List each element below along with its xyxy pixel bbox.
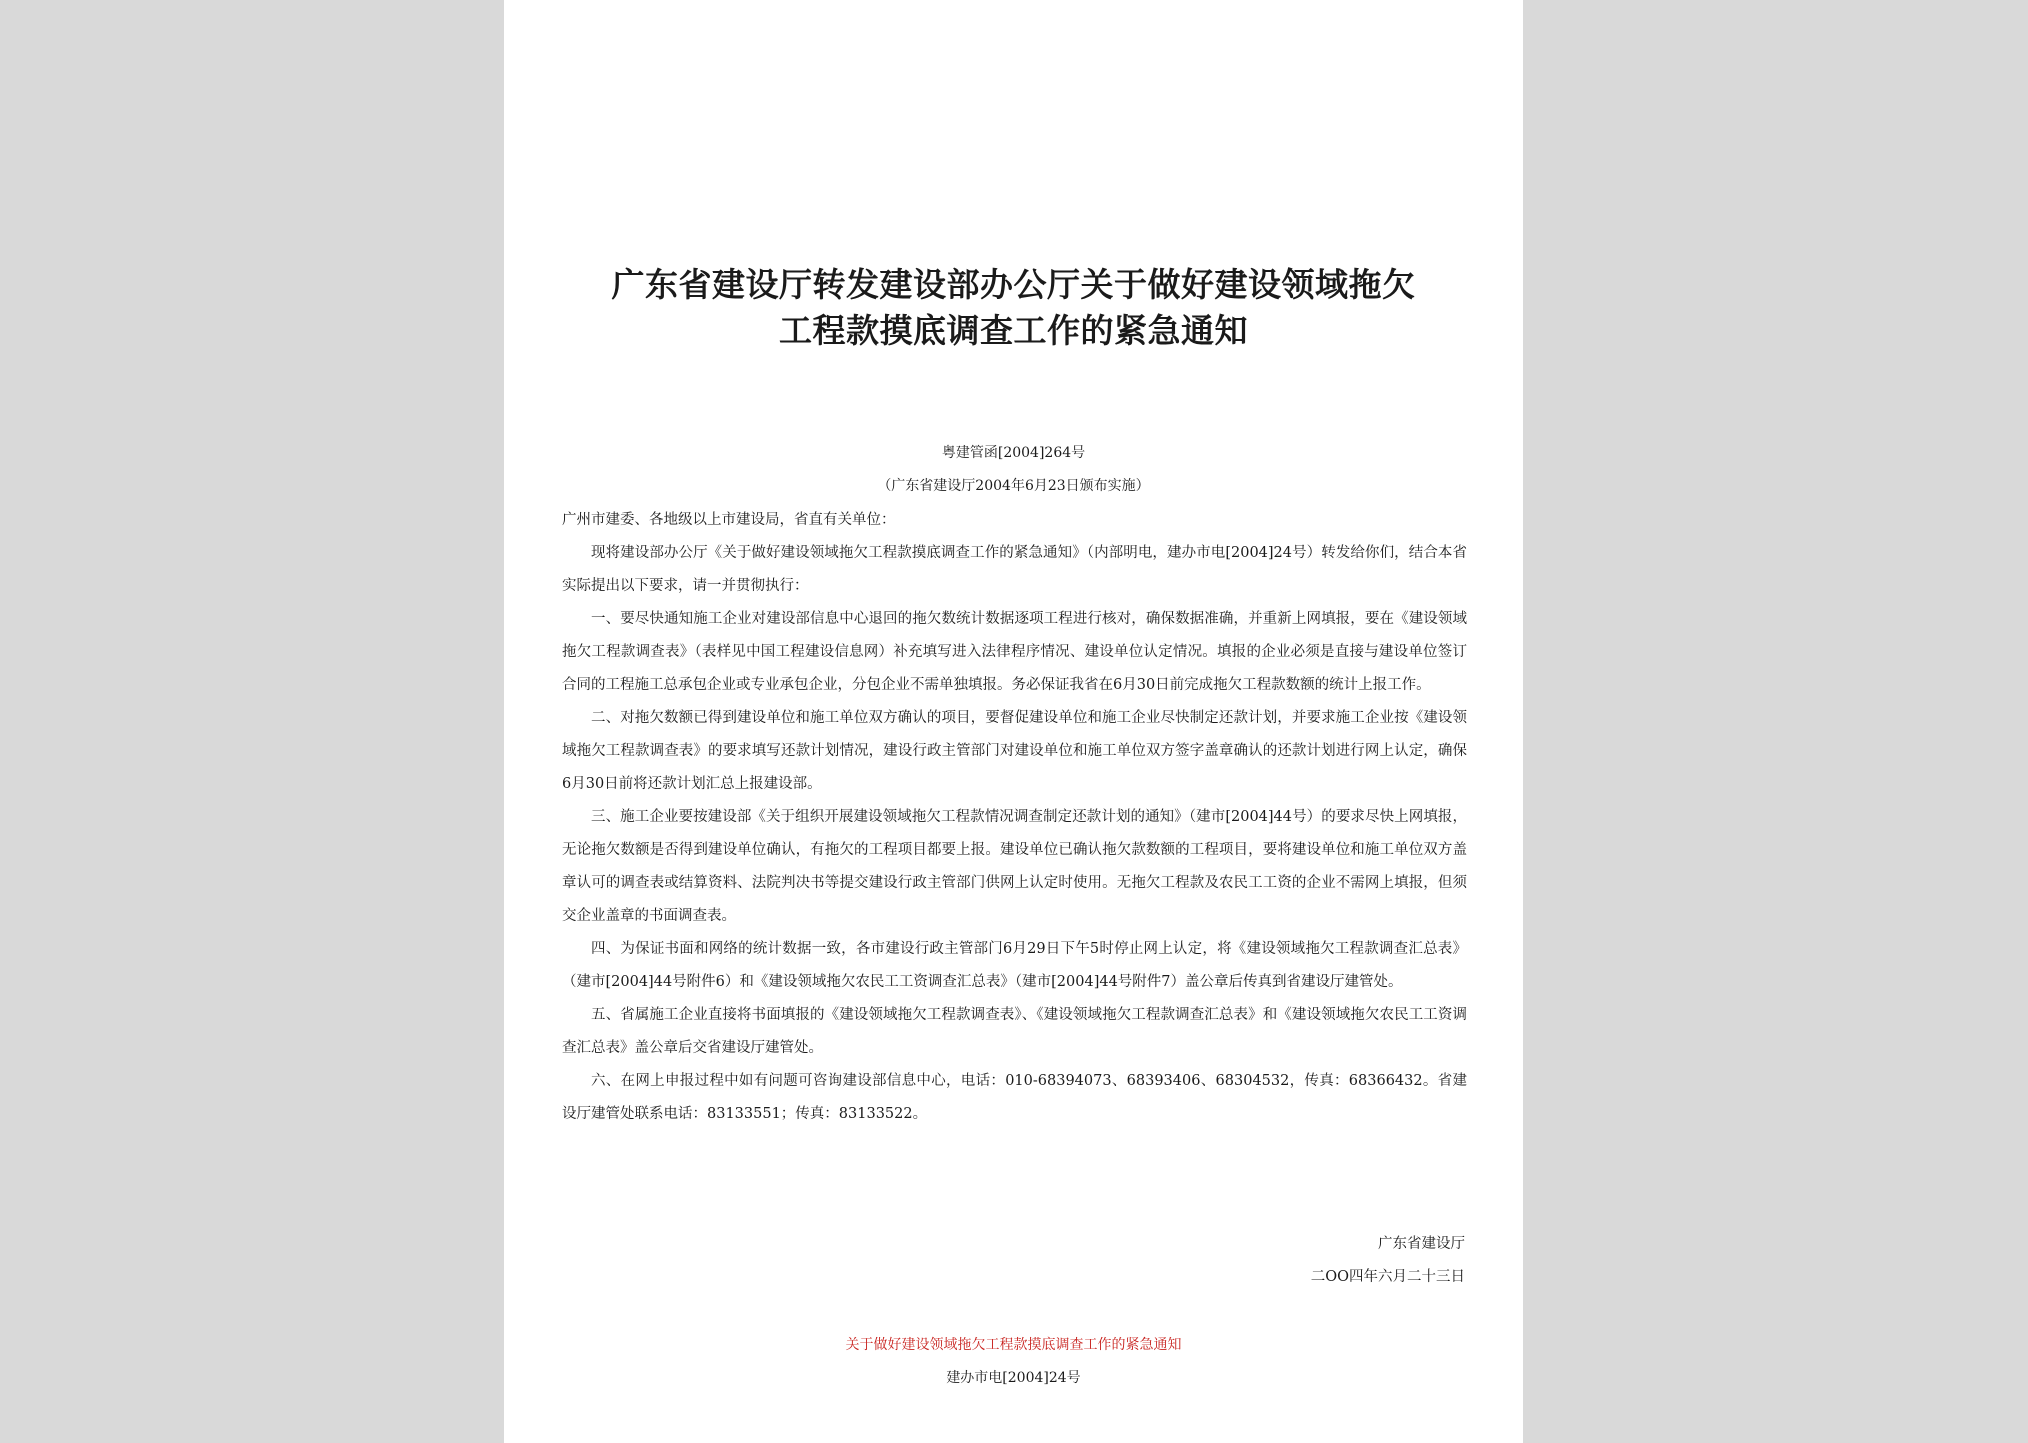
- item-paragraph-1: 一、要尽快通知施工企业对建设部信息中心退回的拖欠数统计数据逐项工程进行核对，确保数据准确，并重新上网填报，要在《建设领域拖欠工程款调查表》（表样见中国工程建设信息网）补充填写进入法律程序情况、建设单位认定情况。填报的企业必须是直接与建设单位签订合同的工程施工总承包企业或专业承包企业，分包企业不需单独填报。务必保证我省在6月30日前完成拖欠工程款数额的统计上报工作。: [562, 611, 1467, 693]
- document-title: [544, 262, 1483, 354]
- issued-note: （广东省建设厅2004年6月23日颁布实施）: [877, 478, 1150, 494]
- document-body: [562, 504, 1467, 1131]
- document-number: 粤建管函[2004]264号: [941, 445, 1086, 461]
- item-paragraph-6: 六、在网上申报过程中如有问题可咨询建设部信息中心，电话：010-68394073、68393406、68304532，传真：68366432。省建设厅建管处联系电话：83133551；传真：83133522。: [562, 1073, 1467, 1122]
- signature-date: 二OO四年六月二十三日: [1310, 1269, 1465, 1285]
- footer-related-title: 关于做好建设领域拖欠工程款摸底调查工作的紧急通知: [845, 1337, 1182, 1353]
- item-paragraph-2: 二、对拖欠数额已得到建设单位和施工单位双方确认的项目，要督促建设单位和施工企业尽快制定还款计划，并要求施工企业按《建设领域拖欠工程款调查表》的要求填写还款计划情况，建设行政主管部门对建设单位和施工单位双方签字盖章确认的还款计划进行网上认定，确保6月30日前将还款计划汇总上报建设部。: [562, 710, 1467, 792]
- document-page: [504, 0, 1523, 1443]
- intro-paragraph: 现将建设部办公厅《关于做好建设领域拖欠工程款摸底调查工作的紧急通知》（内部明电，建办市电[2004]24号）转发给你们，结合本省实际提出以下要求，请一并贯彻执行：: [562, 545, 1467, 594]
- title-line-1: 广东省建设厅转发建设部办公厅关于做好建设领域拖欠: [611, 265, 1416, 304]
- addressee: 广州市建委、各地级以上市建设局，省直有关单位：: [562, 512, 896, 528]
- item-paragraph-3: 三、施工企业要按建设部《关于组织开展建设领域拖欠工程款情况调查制定还款计划的通知》（建市[2004]44号）的要求尽快上网填报，无论拖欠数额是否得到建设单位确认，有拖欠的工程项目都要上报。建设单位已确认拖欠款数额的工程项目，要将建设单位和施工单位双方盖章认可的调查表或结算资料、法院判决书等提交建设行政主管部门供网上认定时使用。无拖欠工程款及农民工工资的企业不需网上填报，但须交企业盖章的书面调查表。: [562, 809, 1467, 924]
- signature-organization: 广东省建设厅: [1378, 1236, 1465, 1252]
- title-line-2: 工程款摸底调查工作的紧急通知: [779, 311, 1248, 350]
- item-paragraph-5: 五、省属施工企业直接将书面填报的《建设领域拖欠工程款调查表》、《建设领域拖欠工程款调查汇总表》和《建设领域拖欠农民工工资调查汇总表》盖公章后交省建设厅建管处。: [562, 1007, 1467, 1056]
- item-paragraph-4: 四、为保证书面和网络的统计数据一致，各市建设行政主管部门6月29日下午5时停止网上认定，将《建设领域拖欠工程款调查汇总表》（建市[2004]44号附件6）和《建设领域拖欠农民工工资调查汇总表》（建市[2004]44号附件7）盖公章后传真到省建设厅建管处。: [562, 941, 1467, 990]
- footer-related-number: 建办市电[2004]24号: [946, 1370, 1081, 1386]
